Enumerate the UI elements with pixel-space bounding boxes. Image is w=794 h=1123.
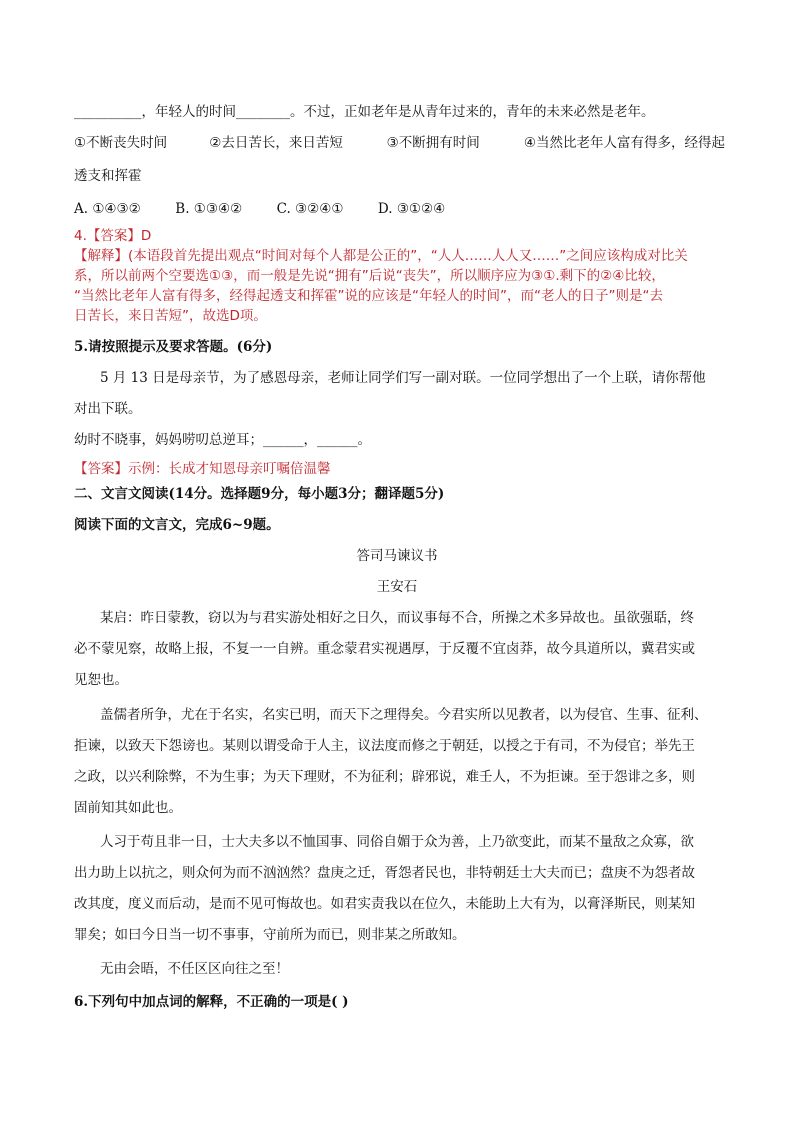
paragraph-1-line: 见恕也。 [74, 672, 128, 688]
item-1: ①不断丧失时间 [74, 135, 168, 151]
item-2: ②去日苦长，来日苦短 [209, 135, 343, 151]
paragraph-2-line: 盖儒者所争，尤在于名实，名实已明，而天下之理得矣。今君实所以见教者，以为侵官、生事、征利、 [100, 707, 708, 723]
explanation-line: 【解释】(本语段首先提出观点“时间对每个人都是公正的”，“人人……人人又……”之间应该构成对比关 [74, 248, 688, 264]
paragraph-2-line: 拒谏，以致天下怨谤也。某则以谓受命于人主，议法度而修之于朝廷，以授之于有司，不为侵官；举先王 [74, 738, 695, 754]
paragraph-3-line: 人习于苟且非一日，士大夫多以不恤国事、同俗自媚于众为善，上乃欲变此，而某不量敌之众寡，欲 [100, 834, 694, 850]
explanation-line: “当然比老年人富有得多，经得起透支和挥霍”说的应该是“年轻人的时间”，而“老人的日子”则是“去 [74, 288, 663, 304]
blank-fill-sentence: __________，年轻人的时间________。不过，正如老年是从青年过来的，青年的未来必然是老年。 [74, 104, 655, 120]
section-2-title: 二、文言文阅读(14分。选择题9分，每小题3分；翻译题5分) [74, 486, 445, 502]
question-5-prompt: 对出下联。 [74, 401, 142, 417]
paragraph-3-line: 改其度，度义而后动，是而不见可悔故也。如君实责我以在位久，未能助上大有为，以膏泽斯民，则某知 [74, 896, 695, 912]
explanation-line: 系，所以前两个空要选①③，而一般是先说“拥有”后说“丧失”，所以顺序应为③①.剩下的②④比较， [74, 268, 665, 284]
item-4-continued: 透支和挥霍 [74, 168, 142, 184]
option-a: A. ①④③② [74, 201, 141, 217]
text-author: 王安石 [376, 579, 418, 595]
option-b: B. ①③④② [175, 201, 243, 217]
item-4: ④当然比老年人富有得多，经得起 [523, 135, 725, 151]
explanation-line: 日苦长，来日苦短”，故选D项。 [74, 308, 267, 324]
paragraph-3-line: 罪矣；如曰今日当一切不事事，守前所为而已，则非某之所敢知。 [74, 927, 466, 943]
paragraph-1-line: 某启：昨日蒙教，窃以为与君实游处相好之日久，而议事每不合，所操之术多异故也。虽欲强聒，终 [100, 610, 694, 626]
answer-options [74, 199, 445, 219]
question-6-title: 6.下列句中加点词的解释，不正确的一项是( ) [74, 994, 349, 1010]
paragraph-2-line: 之政，以兴利除弊，不为生事；为天下理财，不为征利；辟邪说，难壬人，不为拒谏。至于怨诽之多，则 [74, 769, 695, 785]
paragraph-2-line: 固前知其如此也。 [74, 800, 182, 816]
text-title: 答司马谏议书 [356, 548, 438, 564]
option-d: D. ③①②④ [377, 201, 446, 217]
answer-q5: 【答案】示例：长成才知恩母亲叮嘱倍温馨 [74, 461, 331, 477]
paragraph-3-line: 出力助上以抗之，则众何为而不汹汹然？盘庚之迁，胥怨者民也，非特朝廷士大夫而已；盘庚不为怨者故 [74, 865, 695, 881]
question-5-title: 5.请按照提示及要求答题。(6分) [74, 339, 273, 355]
paragraph-1-line: 必不蒙见察，故略上报，不复一一自辨。重念蒙君实视遇厚，于反覆不宜卤莽，故今具道所以，冀君实或 [74, 641, 695, 657]
reading-instruction: 阅读下面的文言文，完成6~9题。 [74, 517, 280, 533]
question-5-prompt: 5 月 13 日是母亲节，为了感恩母亲，老师让同学们写一副对联。一位同学想出了一个上联，请你帮他 [100, 370, 706, 386]
answer-q4: 4.【答案】D [74, 228, 152, 244]
item-3: ③不断拥有时间 [386, 135, 480, 151]
couplet-line: 幼时不晓事，妈妈唠叨总逆耳；______，______。 [74, 432, 371, 448]
option-c: C. ③②④① [276, 201, 344, 217]
paragraph-4-line: 无由会晤，不任区区向往之至！ [100, 961, 289, 977]
item-choices-line [74, 133, 725, 153]
